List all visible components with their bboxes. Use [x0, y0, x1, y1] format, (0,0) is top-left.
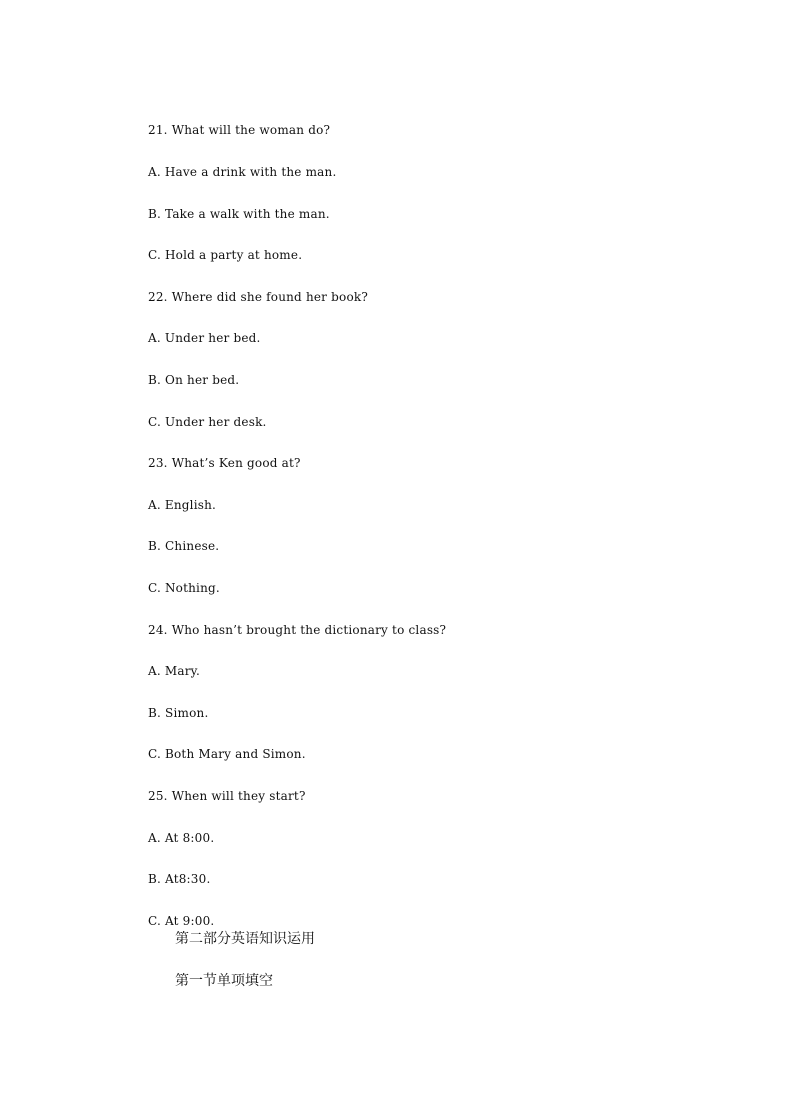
section-title: 第一节单项填空 — [175, 973, 273, 989]
question-25-option-b: B. At8:30. — [148, 872, 211, 886]
question-24-option-a: A. Mary. — [148, 664, 201, 678]
question-24-option-b: B. Simon. — [148, 706, 209, 720]
question-24-stem: 24. Who hasn’t brought the dictionary to class? — [148, 623, 447, 637]
question-21-option-c: C. Hold a party at home. — [148, 248, 303, 262]
question-23-option-b: B. Chinese. — [148, 539, 220, 553]
question-21-stem: 21. What will the woman do? — [148, 123, 331, 137]
question-21-option-a: A. Have a drink with the man. — [148, 165, 337, 179]
part-title: 第二部分英语知识运用 — [175, 931, 315, 947]
question-21-option-b: B. Take a walk with the man. — [148, 207, 330, 221]
question-25-option-c: C. At 9:00. — [148, 914, 215, 928]
question-23-option-a: A. English. — [148, 498, 217, 512]
question-22-option-a: A. Under her bed. — [148, 331, 261, 345]
question-22-option-c: C. Under her desk. — [148, 415, 267, 429]
question-22-stem: 22. Where did she found her book? — [148, 290, 368, 304]
question-24-option-c: C. Both Mary and Simon. — [148, 747, 306, 761]
question-25-stem: 25. When will they start? — [148, 789, 306, 803]
question-23-option-c: C. Nothing. — [148, 581, 220, 595]
question-25-option-a: A. At 8:00. — [148, 831, 215, 845]
question-23-stem: 23. What’s Ken good at? — [148, 456, 301, 470]
question-22-option-b: B. On her bed. — [148, 373, 240, 387]
